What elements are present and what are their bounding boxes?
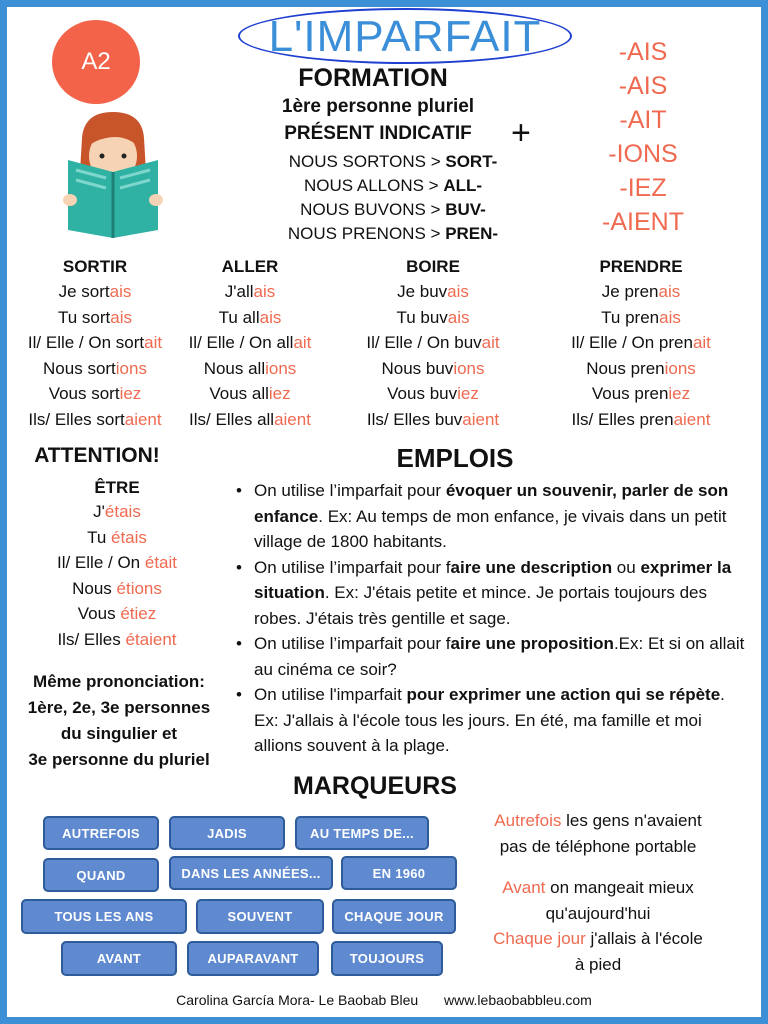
verb-heading: ÊTRE [94,478,140,497]
marker-tag: TOUJOURS [331,941,443,976]
level-label: A2 [81,48,111,75]
conjugation-row: Vous sortiez [48,384,142,403]
verb-column-boire [350,257,516,432]
conjugation-row: Nous étions [72,578,162,598]
conjugation-row: J'allais [224,282,276,301]
conjugation-row: Je prenais [601,282,681,301]
level-badge [52,20,140,104]
verb-heading: ALLER [221,257,279,276]
emplois-heading: EMPLOIS [396,443,514,473]
conjugation-row: Il/ Elle / On sortait [27,333,163,352]
attention-heading: ATTENTION! [34,444,160,467]
footer-site[interactable]: www.lebaobabbleu.com [443,992,592,1008]
ending: -IEZ [619,174,667,202]
formation-heading: FORMATION [298,64,448,92]
marker-tag: TOUS LES ANS [21,899,187,934]
conjugation-row: Ils/ Elles buvaient [366,409,500,429]
ending: -IONS [608,140,678,168]
formation-example: NOUS ALLONS > ALL- [303,176,483,195]
conjugation-row: Je sortais [58,282,132,301]
ending: -AIS [618,72,668,100]
verb-heading: SORTIR [62,257,128,276]
footer-author: Carolina García Mora- Le Baobab Bleu [176,992,419,1008]
marker-tag: CHAQUE JOUR [332,899,456,934]
conjugation-row: Tu étais [87,527,147,547]
conjugation-row: Ils/ Elles étaient [57,629,177,649]
page-title: L'IMPARFAIT [268,12,542,61]
list-item: • On utilise l’imparfait pour faire une proposition.Ex: Et si on allait au cinéma ce soir? [236,631,751,682]
marker-tag: AU TEMPS DE... [295,816,429,850]
conjugation-row: Tu allais [218,307,282,327]
conjugation-row: Tu prenais [601,307,681,327]
footer [0,992,768,1008]
marker-example: Autrefois les gens n'avaient pas de téléphone portable [494,811,702,856]
emplois-list [236,478,751,759]
conjugation-row: Il/ Elle / On allait [188,333,312,352]
conjugation-row: Il/ Elle / On prenait [571,333,711,352]
ending: -AIS [618,38,668,66]
marker-tag: QUAND [43,858,159,892]
girl-reading-illustration [58,108,168,238]
marker-tag: SOUVENT [196,899,324,934]
conjugation-row: Nous sortions [43,358,147,378]
marker-example: Avant on mangeait mieux qu'aujourd'hui [502,878,694,923]
conjugation-row: Il/ Elle / On était [56,553,177,572]
pronunciation-note: Même prononciation: 1ère, 2e, 3e personnes du singulier et 3e personne du pluriel [27,672,211,769]
formation-example: NOUS BUVONS > BUV- [300,200,486,219]
verb-column-prendre [552,257,730,432]
plus-sign: + [511,114,531,152]
conjugation-row: Vous étiez [77,604,157,623]
marker-tag: DANS LES ANNÉES... [169,856,333,890]
conjugation-row: Vous preniez [591,384,691,403]
list-item: • On utilise l’imparfait pour évoquer un souvenir, parler de son enfance. Ex: Au temps de mon enfance, je vivais dans un petit village de 1800 habitants. [236,478,751,555]
conjugation-row: Ils/ Elles allaient [189,409,311,429]
title-oval [238,8,572,64]
formation-example: NOUS SORTONS > SORT- [288,152,498,171]
conjugation-row: J'étais [93,502,141,521]
marker-example: Chaque jour j'allais à l'école à pied [493,929,703,974]
marker-tag: AVANT [61,941,177,976]
marqueurs-heading: MARQUEURS [293,772,457,800]
formation-line1: 1ère personne pluriel [281,96,475,117]
conjugation-row: Tu sortais [57,307,132,327]
marker-tag: JADIS [169,816,285,850]
list-item: • On utilise l’imparfait pour faire une description ou exprimer la situation. Ex: J'étais petite et mince. Je portais toujours des robes. J'étais très gentille et sage. [236,555,751,632]
conjugation-row: Ils/ Elles prenaient [571,409,711,429]
verb-column-sortir [12,257,178,432]
etre-column [12,478,222,652]
marker-tag: AUTREFOIS [43,816,159,850]
conjugation-row: Nous buvions [381,358,485,378]
conjugation-row: Je buvais [397,282,469,301]
verb-heading: PRENDRE [599,257,683,276]
list-item: • On utilise l'imparfait pour exprimer une action qui se répète. Ex: J'allais à l'école tous les jours. En été, ma famille et moi allions souvent à la plage. [236,682,751,759]
formation-line2: PRÉSENT INDICATIF [284,123,472,144]
conjugation-row: Il/ Elle / On buvait [366,333,500,352]
formation-example: NOUS PRENONS > PREN- [287,224,499,243]
ending: -AIENT [602,208,684,236]
conjugation-row: Vous buviez [387,384,479,403]
conjugation-row: Nous allions [203,358,297,378]
marker-tag: EN 1960 [341,856,457,890]
verb-heading: BOIRE [406,257,460,276]
conjugation-row: Vous alliez [209,384,291,403]
marker-tag: AUPARAVANT [187,941,319,976]
conjugation-row: Tu buvais [396,307,470,327]
conjugation-row: Nous prenions [586,358,696,378]
verb-column-aller [172,257,328,432]
ending: -AIT [619,106,667,134]
conjugation-row: Ils/ Elles sortaient [28,409,162,429]
formation-examples [262,150,524,246]
